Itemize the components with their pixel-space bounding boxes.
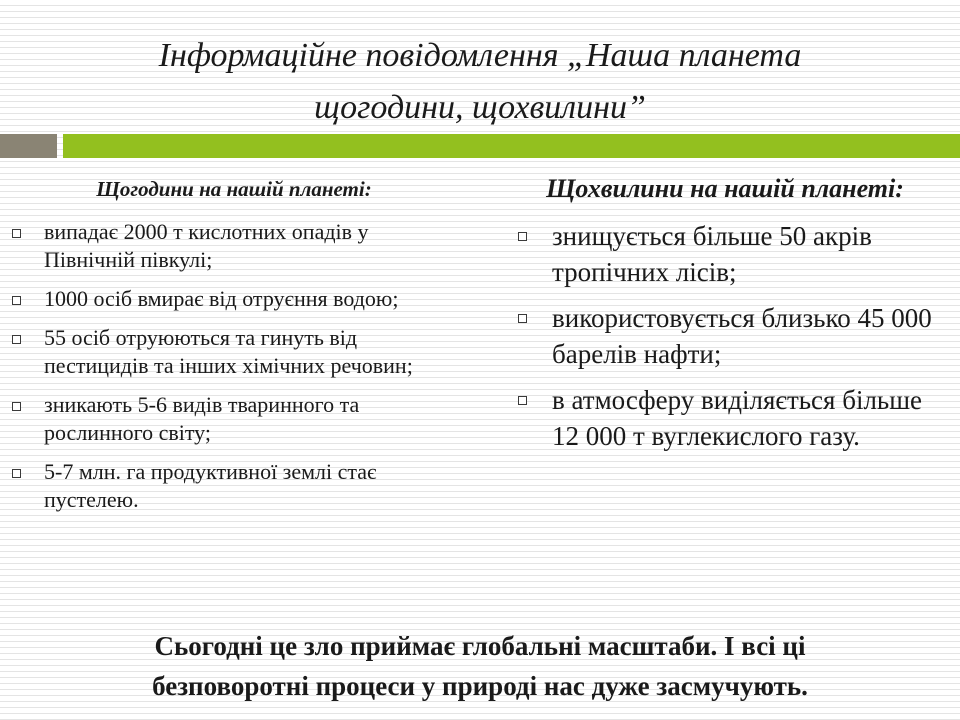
list-item	[510, 300, 950, 372]
hourly-facts-heading: Щогодини на нашій планеті:	[96, 177, 372, 201]
list-item-text: 5-7 млн. га продуктивної землі стає пустелею.	[44, 459, 377, 512]
list-item-text: 55 осіб отруюються та гинуть від пестицидів та інших хімічних речовин;	[44, 325, 413, 378]
square-bullet-icon	[12, 402, 21, 411]
slide-title-line-1: Інформаційне повідомлення „Наша планета	[158, 37, 802, 74]
minutely-facts-column	[510, 172, 950, 464]
hourly-facts-list	[8, 218, 460, 514]
list-item-text: 1000 осіб вмирає від отруєння водою;	[44, 286, 399, 311]
minutely-facts-list	[510, 218, 950, 454]
square-bullet-icon	[518, 232, 527, 241]
conclusion-line-2: безповоротні процеси у природі нас дуже засмучують.	[152, 671, 808, 701]
slide-title-line-2: щогодини, щохвилини”	[314, 89, 646, 126]
square-bullet-icon	[12, 229, 21, 238]
divider-bar-green	[63, 134, 960, 158]
slide-title	[60, 30, 900, 134]
list-item	[510, 218, 950, 290]
list-item-text: зникають 5-6 видів тваринного та рослинного світу;	[44, 392, 360, 445]
minutely-facts-heading: Щохвилини на нашій планеті:	[546, 174, 904, 203]
list-item-text: в атмосферу виділяється більше 12 000 т вуглекислого газу.	[552, 385, 923, 451]
list-item-text: випадає 2000 т кислотних опадів у Північній півкулі;	[44, 219, 369, 272]
list-item	[8, 391, 460, 447]
list-item	[8, 285, 460, 313]
conclusion-line-1: Сьогодні це зло приймає глобальні масштаби. І всі ці	[154, 631, 806, 661]
square-bullet-icon	[12, 335, 21, 344]
divider-bar-gray	[0, 134, 57, 158]
list-item-text: знищується більше 50 акрів тропічних лісів;	[552, 221, 872, 287]
square-bullet-icon	[518, 314, 527, 323]
conclusion-text	[40, 626, 920, 706]
square-bullet-icon	[518, 396, 527, 405]
list-item	[8, 218, 460, 274]
list-item	[8, 324, 460, 380]
list-item-text: використовується близько 45 000 барелів нафти;	[552, 303, 932, 369]
hourly-facts-column	[8, 172, 460, 525]
square-bullet-icon	[12, 469, 21, 478]
list-item	[8, 458, 460, 514]
list-item	[510, 382, 950, 454]
square-bullet-icon	[12, 296, 21, 305]
